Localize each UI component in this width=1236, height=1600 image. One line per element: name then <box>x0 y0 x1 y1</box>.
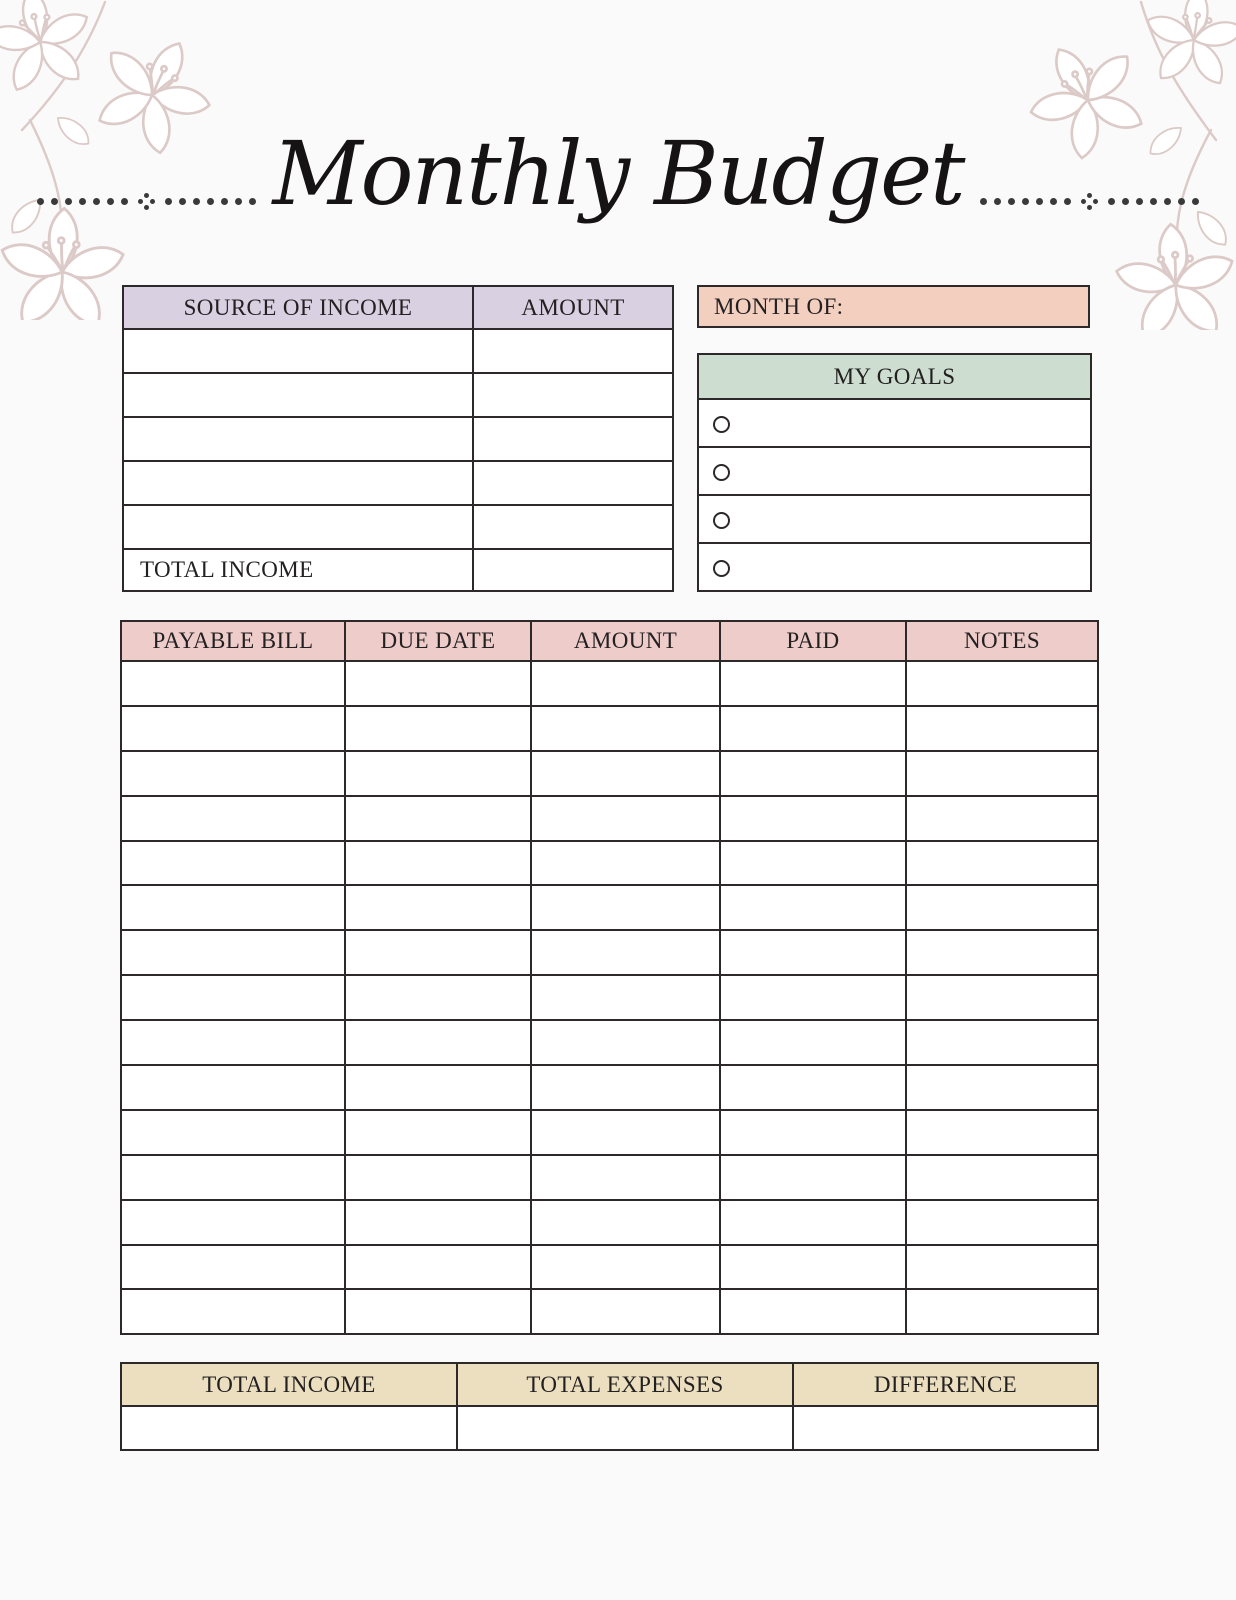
empty-fill-in-cell[interactable] <box>345 1065 531 1110</box>
empty-fill-in-cell[interactable] <box>906 1155 1098 1200</box>
empty-fill-in-cell[interactable] <box>906 1245 1098 1290</box>
empty-fill-in-cell[interactable] <box>121 1200 345 1245</box>
goal-circle-outline-icon <box>713 560 730 577</box>
empty-fill-in-cell[interactable] <box>720 661 906 706</box>
empty-fill-in-cell[interactable] <box>531 975 720 1020</box>
bill-row <box>121 796 1098 841</box>
empty-fill-in-cell[interactable] <box>345 975 531 1020</box>
empty-fill-in-cell[interactable] <box>473 417 673 461</box>
empty-fill-in-cell[interactable] <box>123 329 473 373</box>
income-row <box>123 505 673 549</box>
empty-fill-in-cell[interactable] <box>531 930 720 975</box>
empty-fill-in-cell[interactable] <box>720 1155 906 1200</box>
income-table-header-row <box>123 286 673 329</box>
empty-fill-in-cell[interactable] <box>531 1289 720 1334</box>
empty-fill-in-cell[interactable] <box>345 706 531 751</box>
goals-table <box>697 353 1092 592</box>
empty-fill-in-cell[interactable] <box>720 1020 906 1065</box>
empty-fill-in-cell[interactable] <box>720 1110 906 1155</box>
bills-body <box>121 661 1098 1334</box>
empty-fill-in-cell[interactable] <box>531 661 720 706</box>
empty-fill-in-cell[interactable] <box>123 417 473 461</box>
dotted-divider-right-icon <box>980 193 1199 210</box>
empty-fill-in-cell[interactable] <box>720 706 906 751</box>
bill-row <box>121 885 1098 930</box>
empty-fill-in-cell[interactable] <box>720 796 906 841</box>
page-header <box>0 84 1236 264</box>
empty-fill-in-cell[interactable] <box>345 1245 531 1290</box>
goal-circle-outline-icon <box>713 416 730 433</box>
summary-header-difference: DIFFERENCE <box>793 1363 1098 1406</box>
summary-row <box>121 1406 1098 1450</box>
empty-fill-in-cell[interactable] <box>345 930 531 975</box>
empty-fill-in-cell[interactable] <box>123 461 473 505</box>
diamond-dots-icon <box>1081 193 1098 210</box>
empty-fill-in-cell[interactable] <box>720 1065 906 1110</box>
empty-fill-in-cell[interactable] <box>720 885 906 930</box>
goal-circle-outline-icon <box>713 512 730 529</box>
total-income-label: TOTAL INCOME <box>123 549 473 591</box>
empty-fill-in-cell[interactable] <box>457 1406 793 1450</box>
goals-body <box>698 399 1091 591</box>
bill-row <box>121 841 1098 886</box>
empty-fill-in-cell[interactable] <box>345 751 531 796</box>
empty-fill-in-cell[interactable] <box>906 706 1098 751</box>
bill-row <box>121 1110 1098 1155</box>
empty-fill-in-cell[interactable] <box>720 930 906 975</box>
bill-row <box>121 1289 1098 1334</box>
empty-fill-in-cell[interactable] <box>906 841 1098 886</box>
empty-fill-in-cell[interactable] <box>121 1289 345 1334</box>
empty-fill-in-cell[interactable] <box>345 1289 531 1334</box>
empty-fill-in-cell[interactable] <box>345 1155 531 1200</box>
empty-fill-in-cell[interactable] <box>473 329 673 373</box>
empty-fill-in-cell[interactable] <box>531 796 720 841</box>
empty-fill-in-cell[interactable] <box>531 1020 720 1065</box>
bill-row <box>121 1245 1098 1290</box>
empty-fill-in-cell[interactable] <box>531 1065 720 1110</box>
empty-fill-in-cell[interactable] <box>698 495 1091 543</box>
summary-header-total-expenses: TOTAL EXPENSES <box>457 1363 793 1406</box>
bills-header-payable-bill: PAYABLE BILL <box>121 621 345 661</box>
empty-fill-in-cell[interactable] <box>121 1110 345 1155</box>
goal-row <box>698 399 1091 447</box>
empty-fill-in-cell[interactable] <box>121 796 345 841</box>
income-header-amount: AMOUNT <box>473 286 673 329</box>
empty-fill-in-cell[interactable] <box>906 1020 1098 1065</box>
empty-fill-in-cell[interactable] <box>473 461 673 505</box>
bills-header-amount: AMOUNT <box>531 621 720 661</box>
empty-fill-in-cell[interactable] <box>720 841 906 886</box>
empty-fill-in-cell[interactable] <box>720 1200 906 1245</box>
empty-fill-in-cell[interactable] <box>473 373 673 417</box>
summary-header-total-income: TOTAL INCOME <box>121 1363 457 1406</box>
empty-fill-in-cell[interactable] <box>345 796 531 841</box>
income-row <box>123 417 673 461</box>
empty-fill-in-cell[interactable] <box>906 796 1098 841</box>
empty-fill-in-cell[interactable] <box>906 930 1098 975</box>
empty-fill-in-cell[interactable] <box>698 399 1091 447</box>
empty-fill-in-cell[interactable] <box>345 841 531 886</box>
income-header-source: SOURCE OF INCOME <box>123 286 473 329</box>
empty-fill-in-cell[interactable] <box>531 706 720 751</box>
empty-fill-in-cell[interactable] <box>698 447 1091 495</box>
empty-fill-in-cell[interactable] <box>531 751 720 796</box>
empty-fill-in-cell[interactable] <box>345 1020 531 1065</box>
bill-row <box>121 706 1098 751</box>
empty-fill-in-cell[interactable] <box>121 1406 457 1450</box>
summary-header-row <box>121 1363 1098 1406</box>
empty-fill-in-cell[interactable] <box>906 751 1098 796</box>
empty-fill-in-cell[interactable] <box>531 1245 720 1290</box>
bill-row <box>121 930 1098 975</box>
empty-fill-in-cell[interactable] <box>906 1289 1098 1334</box>
bill-row <box>121 1155 1098 1200</box>
empty-fill-in-cell[interactable] <box>720 751 906 796</box>
empty-fill-in-cell[interactable] <box>906 661 1098 706</box>
goals-header: MY GOALS <box>698 354 1091 399</box>
empty-fill-in-cell[interactable] <box>906 885 1098 930</box>
income-total-row <box>123 549 673 591</box>
income-row <box>123 373 673 417</box>
bill-row <box>121 975 1098 1020</box>
empty-fill-in-cell[interactable] <box>123 505 473 549</box>
summary-table <box>120 1362 1099 1451</box>
month-of-label: MONTH OF: <box>714 293 844 319</box>
bills-table <box>120 620 1099 1335</box>
dotted-divider-left-icon <box>37 193 256 210</box>
empty-fill-in-cell[interactable] <box>531 841 720 886</box>
empty-fill-in-cell[interactable] <box>906 1110 1098 1155</box>
bills-header-row <box>121 621 1098 661</box>
empty-fill-in-cell[interactable] <box>345 885 531 930</box>
empty-fill-in-cell[interactable] <box>906 975 1098 1020</box>
bill-row <box>121 751 1098 796</box>
bill-row <box>121 1065 1098 1110</box>
empty-fill-in-cell[interactable] <box>793 1406 1098 1450</box>
goals-header-row <box>698 354 1091 399</box>
empty-fill-in-cell[interactable] <box>121 930 345 975</box>
summary-body <box>121 1406 1098 1450</box>
empty-fill-in-cell[interactable] <box>473 505 673 549</box>
empty-fill-in-cell[interactable] <box>531 1155 720 1200</box>
empty-fill-in-cell[interactable] <box>121 751 345 796</box>
bills-header-notes: NOTES <box>906 621 1098 661</box>
empty-fill-in-cell[interactable] <box>345 661 531 706</box>
empty-fill-in-cell[interactable] <box>531 885 720 930</box>
income-table <box>122 285 674 592</box>
bill-row <box>121 661 1098 706</box>
empty-fill-in-cell[interactable] <box>906 1200 1098 1245</box>
bills-header-due-date: DUE DATE <box>345 621 531 661</box>
goal-row <box>698 447 1091 495</box>
empty-fill-in-cell[interactable] <box>906 1065 1098 1110</box>
empty-fill-in-cell[interactable] <box>531 1200 720 1245</box>
empty-fill-in-cell[interactable] <box>720 975 906 1020</box>
empty-fill-in-cell[interactable] <box>345 1200 531 1245</box>
empty-fill-in-cell[interactable] <box>121 885 345 930</box>
page-title: Monthly Budget <box>272 121 964 225</box>
goal-row <box>698 495 1091 543</box>
goal-row <box>698 543 1091 591</box>
empty-fill-in-cell[interactable] <box>121 1245 345 1290</box>
bill-row <box>121 1020 1098 1065</box>
bills-header-paid: PAID <box>720 621 906 661</box>
total-income-value-cell[interactable] <box>473 549 673 591</box>
income-row <box>123 461 673 505</box>
empty-fill-in-cell[interactable] <box>720 1245 906 1290</box>
empty-fill-in-cell[interactable] <box>121 1065 345 1110</box>
empty-fill-in-cell[interactable] <box>345 1110 531 1155</box>
income-row <box>123 329 673 373</box>
empty-fill-in-cell[interactable] <box>698 543 1091 591</box>
month-of-field[interactable] <box>697 285 1090 328</box>
empty-fill-in-cell[interactable] <box>123 373 473 417</box>
income-table-body <box>123 329 673 549</box>
empty-fill-in-cell[interactable] <box>121 1155 345 1200</box>
empty-fill-in-cell[interactable] <box>720 1289 906 1334</box>
empty-fill-in-cell[interactable] <box>121 661 345 706</box>
empty-fill-in-cell[interactable] <box>531 1110 720 1155</box>
diamond-dots-icon <box>138 193 155 210</box>
empty-fill-in-cell[interactable] <box>121 1020 345 1065</box>
empty-fill-in-cell[interactable] <box>121 841 345 886</box>
bill-row <box>121 1200 1098 1245</box>
empty-fill-in-cell[interactable] <box>121 706 345 751</box>
goal-circle-outline-icon <box>713 464 730 481</box>
empty-fill-in-cell[interactable] <box>121 975 345 1020</box>
